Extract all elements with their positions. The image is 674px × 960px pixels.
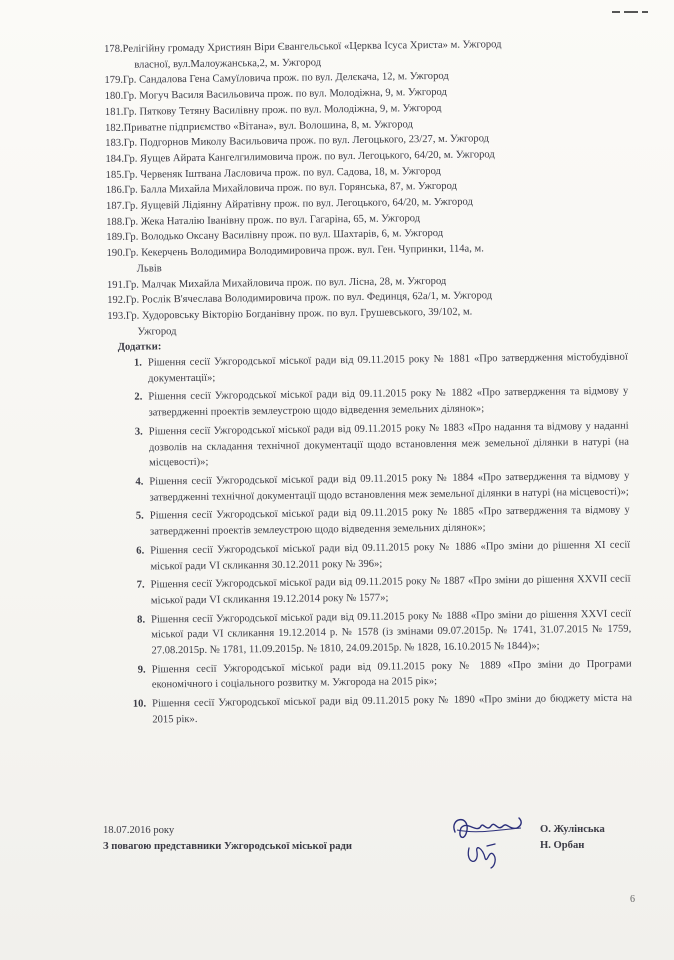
appendix-item [108, 384, 628, 422]
appendix-item-text: Рішення сесії Ужгородської міської ради від 09.11.2015 року № 1882 «Про затвердження та відмову у затвердженні проектів землеустрою щодо відведення земельних ділянок»; [148, 386, 629, 419]
appendix-item [111, 606, 632, 659]
entry-line: 191.Гр. Малчак Михайла Михайловича прож. по вул. Лісна, 28, м. Ужгород [106, 275, 447, 291]
appendix-item-text: Рішення сесії Ужгородської міської ради від 09.11.2015 року № 1881 «Про затвердження містобудівної документації»; [147, 351, 628, 385]
appendix-item [109, 418, 630, 471]
appendix-item [109, 469, 629, 507]
entry-continuation: власної, вул.Малоужанська,2, м. Ужгород [134, 57, 322, 71]
appendix-heading: Додатки: [117, 341, 162, 354]
appendix-item-number: 6. [136, 545, 145, 557]
entry-line: 193.Гр. Худоровську Вікторію Богданівну прож. по вул. Грушевського, 39/102, м. [107, 306, 473, 322]
appendix-item-text: Рішення сесії Ужгородської міської ради від 09.11.2015 року № 1885 «Про затвердження та відмову у затвердженні проектів землеустрою щодо відведення земельних ділянок»; [149, 505, 630, 538]
appendix-item-text: Рішення сесії Ужгородської міської ради від 09.11.2015 року № 1887 «Про зміни до рішення XXVII сесії міської ради VI скликання 19.12.2014 року № 1577»; [150, 573, 631, 607]
signatories [540, 822, 605, 854]
entry-line: 192.Гр. Рослік В'ячеслава Володимировича прож. по вул. Фединця, 62а/1, м. Ужгород [107, 290, 493, 307]
appendix-item-text: Рішення сесії Ужгородської міської ради від 09.11.2015 року № 1889 «Про зміни до Програми економічного і соціального розвитку м. Ужгорода на 2015 рік»; [151, 658, 632, 691]
appendix-list [108, 350, 633, 729]
page-number: 6 [630, 894, 635, 905]
appendix-item-text: Рішення сесії Ужгородської міської ради від 09.11.2015 року № 1890 «Про зміни до бюджету міста на 2015 рік». [152, 692, 633, 726]
appendix-item [110, 537, 630, 575]
appendix-item [110, 503, 630, 541]
closing-line: З повагою представники Ужгородської міської ради [103, 841, 353, 852]
appendix-item-number: 2. [134, 392, 143, 404]
scan-artifact-mark [612, 8, 652, 16]
appendix-item-number: 9. [137, 664, 146, 676]
entry-line: 182.Приватне підприємство «Вітана», вул. Волошина, 8, м. Ужгород [104, 118, 413, 134]
appendix-item-text: Рішення сесії Ужгородської міської ради від 09.11.2015 року № 1888 «Про зміни до рішення XXVI сесії міської ради VI скликання 19.12.2014 р. № 1578 (із змінами 09.07.2015р. № 1741, 31.07.2015 № 1759, 27.08.2015р. № 1781, 11.09.2015р. № 1810, 24.09.2015р. № 1828, 16.10.2015 № 1844)»; [150, 608, 632, 657]
entry-line: 189.Гр. Володько Оксану Василівну прож. по вул. Шахтарів, 6, м. Ужгород [106, 228, 444, 244]
entry-line: 186.Гр. Балла Михайла Михайловича прож. по вул. Горянська, 87, м. Ужгород [105, 181, 458, 197]
appendix-item [112, 691, 632, 729]
appendix-item-text: Рішення сесії Ужгородської міської ради від 09.11.2015 року № 1883 «Про надання та відмову у наданні дозволів на складання технічної документації щодо встановлення меж земельної ділянки в натурі (на місцевості)»; [148, 420, 629, 469]
appendix-item-number: 8. [137, 614, 146, 626]
entry-line: 187.Гр. Яущевій Лідіянну Айратівну прож. по вул. Легоцького, 64/20, м. Ужгород [105, 196, 473, 213]
appendix-item-number: 5. [135, 510, 144, 523]
appendix-item-text: Рішення сесії Ужгородської міської ради від 09.11.2015 року № 1884 «Про затвердження та відмову у затвердженні технічної документації щодо встановлення меж земельної ділянки в натурі (на місцевості)»; [149, 470, 630, 504]
entry-line: 178.Релігійну громаду Християн Віри Євангельської «Церква Ісуса Христа» м. Ужгород [104, 39, 502, 55]
entry-line: 180.Гр. Могуч Василя Васильовича прож. по вул. Молодіжна, 9, м. Ужгород [104, 86, 447, 103]
document-body [104, 36, 632, 732]
entry-line: 181.Гр. Пяткову Тетяну Василівну прож. по вул. Молодіжна, 9, м. Ужгород [104, 102, 442, 118]
appendix-item [111, 572, 631, 610]
appendix-item-number: 4. [135, 476, 144, 488]
entry-line: 179.Гр. Сандалова Гена Самуїловича прож. по вул. Делєкача, 12, м. Ужгород [104, 71, 449, 87]
handwritten-signature [447, 808, 527, 872]
entry-line: 185.Гр. Червеняк Іштвана Ласловича прож. по вул. Садова, 18, м. Ужгород [105, 165, 441, 181]
entries-list [104, 36, 628, 341]
appendix-item [112, 656, 632, 694]
appendix-item [108, 350, 628, 388]
signatory-name: О. Жулінська [540, 824, 605, 835]
appendix-item-text: Рішення сесії Ужгородської міської ради від 09.11.2015 року № 1886 «Про зміни до рішення XI сесії міської ради VI скликання 30.12.2011 року № 396»; [150, 539, 631, 572]
appendix-item-number: 7. [136, 579, 145, 591]
entry-line: 188.Гр. Жека Наталію Іванівну прож. по вул. Гагаріна, 65, м. Ужгород [106, 212, 421, 228]
appendix-item-number: 3. [134, 426, 143, 438]
entry-line: 190.Гр. Кекерчень Володимира Володимировича прож. вул. Ген. Чупринки, 114а, м. [106, 243, 484, 260]
entry-continuation: Ужгород [137, 325, 177, 338]
entry-line: 184.Гр. Яущев Айрата Кангелгилимовича прож. по вул. Легоцького, 64/20, м. Ужгород [105, 149, 495, 165]
appendix-item-number: 10. [132, 698, 147, 710]
entry-continuation: Львів [136, 263, 162, 275]
signatory-name: Н. Орбан [540, 840, 585, 851]
appendix-item-number: 1. [133, 357, 142, 369]
entry-line: 183.Гр. Подгорнов Миколу Васильовича прож. по вул. Легоцького, 23/27, м. Ужгород [105, 133, 490, 150]
document-date: 18.07.2016 року [103, 825, 175, 836]
